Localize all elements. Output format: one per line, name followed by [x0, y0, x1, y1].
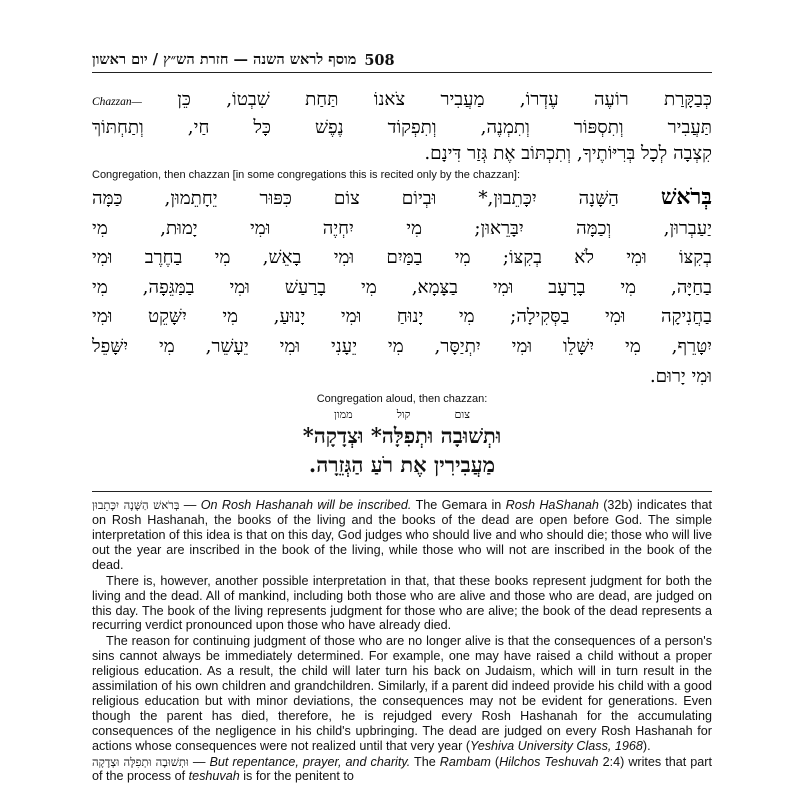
voice-label: צום	[454, 408, 470, 422]
commentary-title: On Rosh Hashanah will be inscribed.	[200, 498, 412, 513]
commentary-hebrew-heading: בְּרֹאשׁ הַשָּׁנָה יִכָּתֵבוּן	[92, 498, 180, 513]
instruction-aloud: Congregation aloud, then chazzan:	[316, 393, 488, 406]
page	[92, 48, 712, 784]
header-title: מוסף לראש השנה — חזרת הש״ץ / יום ראשון	[92, 51, 357, 68]
commentary-paragraph: There is, however, another possible interpretation in that, that these books represent judgment for both the living and the dead. All of mankind, including both those who are alive and those who are dead, are judged on this day. The book of the living represents judgment for those who are alive; the book of the dead represents a recurring verdict pronounced upon those who have already died.	[92, 573, 712, 633]
prayer-line: וּמִי יָרוּם.	[649, 365, 712, 387]
voice-label: קול	[396, 408, 411, 422]
prayer-line: בְקִצּוֹ וּמִי לֹא בְקִצּוֹ; מִי בַמַּיִם וּמִי בָאֵשׁ, מִי בַחֶרֶב וּמִי	[92, 247, 712, 269]
prayer-line: בְּרֹאשׁ הַשָּׁנָה יִכָּתֵבוּן,* וּבְיוֹם צוֹם כִּפּוּר יֵחָתֵמוּן, כַּמָּה	[92, 184, 712, 210]
commentary	[92, 498, 712, 784]
key-verse	[92, 421, 712, 479]
instruction-congregation: Congregation, then chazzan [in some congregations this is recited only by the chazzan]:	[92, 169, 521, 181]
running-header	[92, 48, 712, 73]
enlarged-first-word: בְּרֹאשׁ	[660, 184, 712, 210]
commentary-paragraph: The reason for continuing judgment of those who are no longer alive is that the consequences of a person's sins cannot always be immediately determined. For example, one may have raised a child without a proper religious education. As a result, the child will later turn his back on Judaism, which will in turn result in the assimilation of his own children and grandchildren. Similarly, if a parent did indeed provide his child with a good religious education but with minor deviations, the consequences may not be evident for generations. Even though the parent has died, therefore, he is rejudged every Rosh Hashanah for the accumulating consequences of the negligence in his child's upbringing. The dead are judged on every Rosh Hashanah for actions whose consequences were not realized until that very year (Yeshiva University Class, 1968).	[92, 634, 712, 753]
prayer-line: כְּבַקָּרַת רוֹעֶה עֶדְרוֹ, מַעֲבִיר צֹאנוֹ תַּחַת שִׁבְטוֹ, כֵּן Chazzan—	[92, 87, 712, 115]
voices-annotation	[92, 408, 712, 421]
prayer-line: בַחֲנִיקָה וּמִי בַסְּקִילָה; מִי יָנוּחַ וּמִי יָנוּעַ, מִי יִשָּׁקֵט וּמִי	[92, 306, 712, 328]
commentary-title: But repentance, prayer, and charity.	[209, 754, 411, 769]
prayer-line: תַּעֲבִיר וְתִסְפּוֹר וְתִמְנֶה, וְתִפְקוֹד נֶפֶשׁ כָּל חַי, וְתַחְתּוֹךְ	[92, 117, 712, 138]
prayer-paragraph-2	[92, 183, 712, 391]
commentary-paragraph: וּתְשׁוּבָה וּתְפִלָּה וּצְדָקָה — But repentance, prayer, and charity. The Rambam (Hilchos Teshuvah 2:4) writes that part of the process of teshuvah is for the penitent to	[92, 754, 712, 784]
voice-label: ממון	[334, 408, 353, 422]
prayer-line: יַעַבְרוּן, וְכַמָּה יִבָּרֵאוּן; מִי יִחְיֶה וּמִי יָמוּת, מִי	[92, 217, 712, 239]
commentary-hebrew-heading: וּתְשׁוּבָה וּתְפִלָּה וּצְדָקָה	[92, 754, 189, 769]
divider	[92, 491, 712, 492]
page-number: 508	[364, 51, 395, 69]
commentary-paragraph: בְּרֹאשׁ הַשָּׁנָה יִכָּתֵבוּן — On Rosh Hashanah will be inscribed. The Gemara in Rosh HaShanah (32b) indicates that on Rosh Hashanah, the books of the living and the books of the dead are open before God. The simple interpretation of this idea is that on this day, God judges who should live and who should die; those who will live out the year are inscribed in the book of the living, while those who will not are inscribed in the book of the dead.	[92, 498, 712, 572]
chazzan-label: Chazzan—	[92, 96, 142, 108]
prayer-line: קִצְבָה לְכָל בְּרִיּוֹתֶיךָ, וְתִכְתּוֹב אֶת גְּזַר דִּינָם.	[424, 143, 712, 164]
prayer-line: בַחַיָּה, מִי בָרָעָב וּמִי בַצָּמָא, מִי בָרַעַשׁ וּמִי בַמַּגֵּפָה, מִי	[92, 276, 712, 298]
prayer-line: יִטָּרֵף, מִי יִשָּׁלֵו וּמִי יִתְיַסָּר, מִי יֵעָנִי וּמִי יֵעָשֵׁר, מִי יִשָּׁפֵל	[92, 335, 712, 357]
prayer-paragraph-1	[92, 87, 712, 167]
verse-line: וּתְשׁוּבָה וּתְפִלָּה* וּצְדָקָה*	[302, 423, 502, 449]
verse-line: מַעֲבִירִין אֶת רֹעַ הַגְּזֵרָה.	[308, 452, 496, 478]
